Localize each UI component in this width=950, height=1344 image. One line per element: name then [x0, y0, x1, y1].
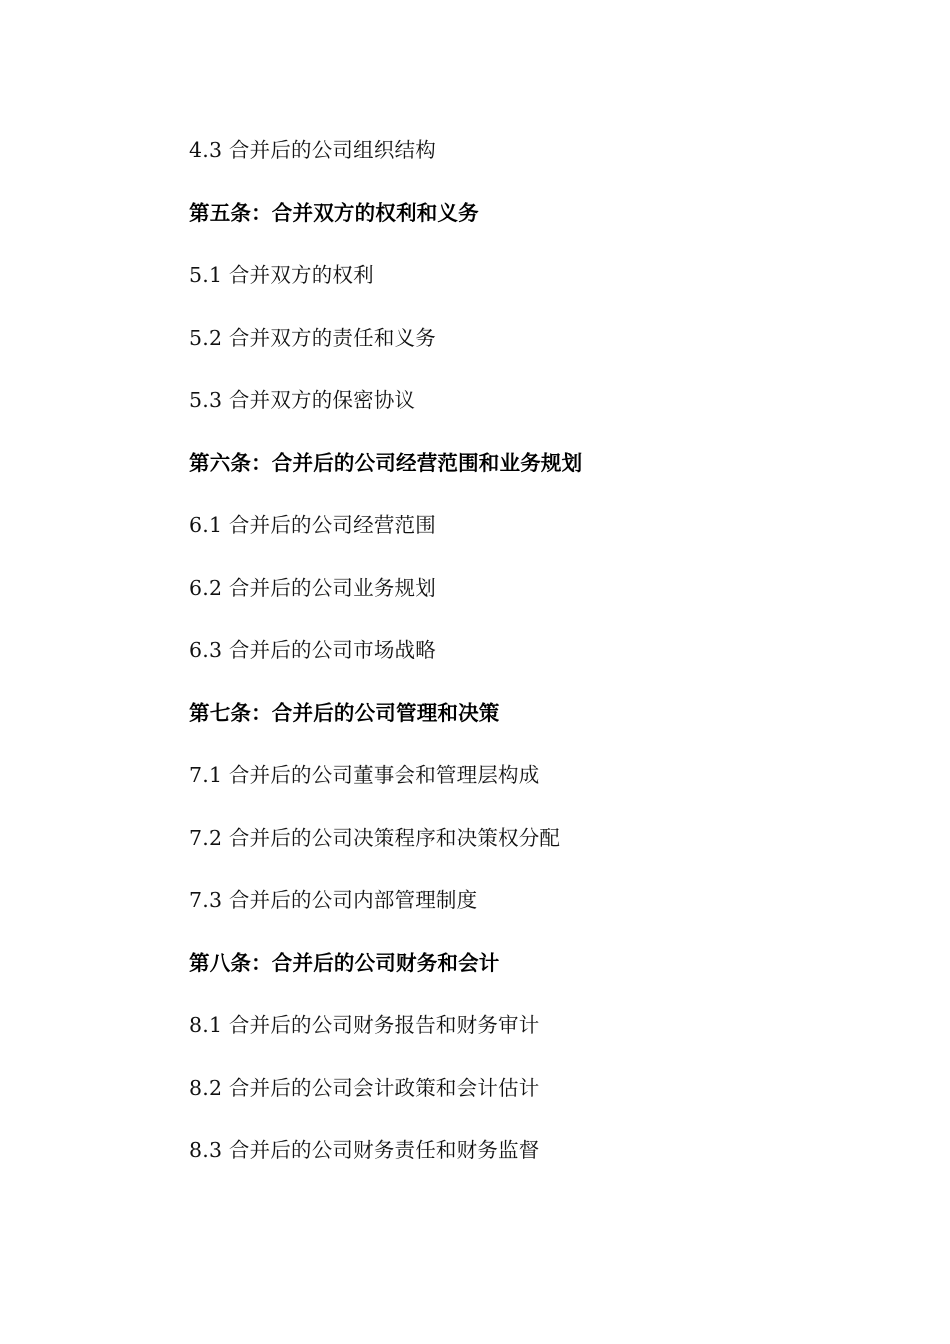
clause-item-8-2: 8.2 合并后的公司会计政策和会计估计 [189, 1076, 540, 1100]
clause-item-5-1: 5.1 合并双方的权利 [189, 263, 374, 287]
article-heading-5: 第五条：合并双方的权利和义务 [189, 201, 479, 225]
clause-item-7-1: 7.1 合并后的公司董事会和管理层构成 [189, 763, 540, 787]
clause-item-6-3: 6.3 合并后的公司市场战略 [189, 638, 436, 662]
article-heading-8: 第八条：合并后的公司财务和会计 [189, 951, 500, 975]
clause-item-8-3: 8.3 合并后的公司财务责任和财务监督 [189, 1138, 540, 1162]
clause-item-6-1: 6.1 合并后的公司经营范围 [189, 513, 436, 537]
article-heading-7: 第七条：合并后的公司管理和决策 [189, 701, 500, 725]
clause-item-4-3: 4.3 合并后的公司组织结构 [189, 138, 436, 162]
clause-item-5-2: 5.2 合并双方的责任和义务 [189, 326, 436, 350]
clause-item-7-3: 7.3 合并后的公司内部管理制度 [189, 888, 478, 912]
clause-item-6-2: 6.2 合并后的公司业务规划 [189, 576, 436, 600]
clause-item-7-2: 7.2 合并后的公司决策程序和决策权分配 [189, 826, 561, 850]
clause-item-8-1: 8.1 合并后的公司财务报告和财务审计 [189, 1013, 540, 1037]
clause-item-5-3: 5.3 合并双方的保密协议 [189, 388, 416, 412]
article-heading-6: 第六条：合并后的公司经营范围和业务规划 [189, 451, 583, 475]
